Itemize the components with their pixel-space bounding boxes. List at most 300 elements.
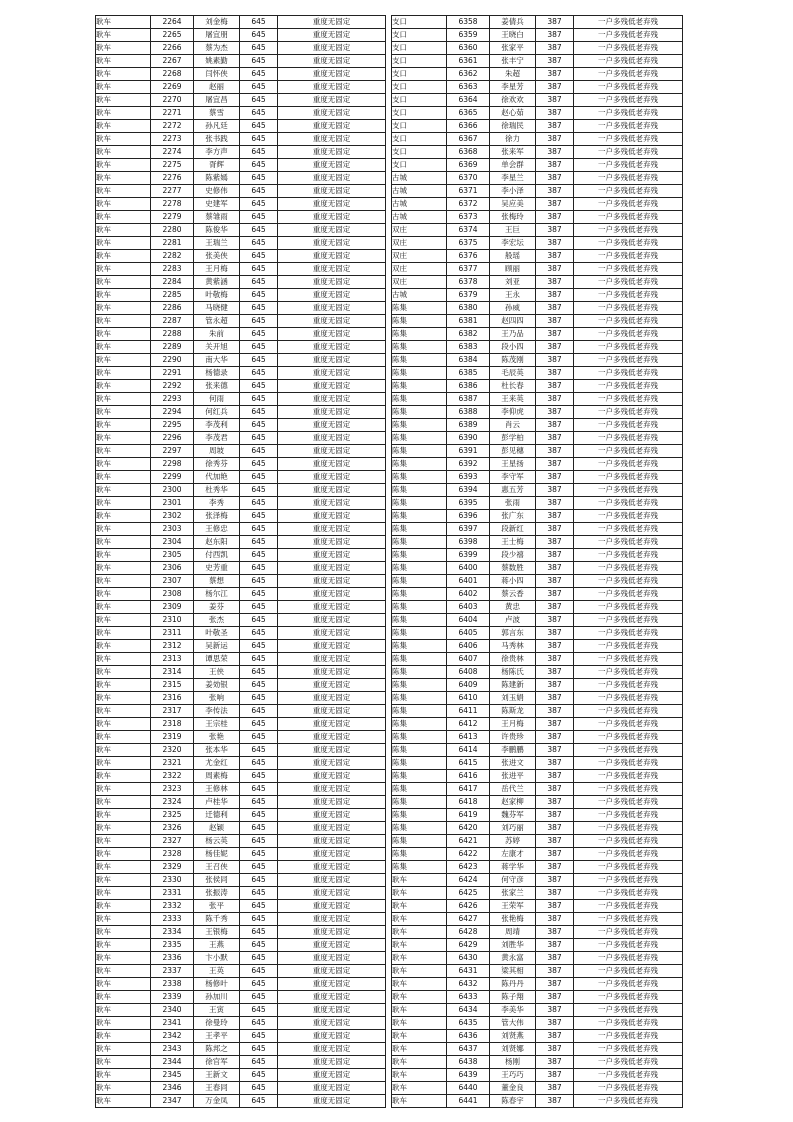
cell-id: 6400	[447, 562, 490, 575]
cell-id: 6366	[447, 120, 490, 133]
cell-amount: 387	[536, 926, 574, 939]
cell-amount: 387	[536, 328, 574, 341]
cell-category: 重度无固定	[278, 497, 386, 510]
cell-category: 一户多残低老弃残	[574, 445, 683, 458]
cell-name: 张家兰	[490, 887, 536, 900]
cell-category: 一户多残低老弃残	[574, 107, 683, 120]
cell-name: 史修伟	[194, 185, 240, 198]
cell-id: 6416	[447, 770, 490, 783]
cell-area: 耿车	[96, 575, 151, 588]
cell-amount: 387	[536, 94, 574, 107]
table-row	[96, 406, 386, 419]
cell-area: 耿车	[96, 549, 151, 562]
cell-area: 陈集	[392, 744, 447, 757]
table-row	[96, 16, 386, 29]
cell-id: 6370	[447, 172, 490, 185]
table-row	[392, 809, 683, 822]
cell-id: 2294	[151, 406, 194, 419]
cell-id: 2281	[151, 237, 194, 250]
cell-category: 一户多残低老弃残	[574, 783, 683, 796]
cell-amount: 387	[536, 562, 574, 575]
cell-name: 屠宜朋	[194, 29, 240, 42]
cell-id: 2322	[151, 770, 194, 783]
cell-category: 重度无固定	[278, 55, 386, 68]
cell-category: 一户多残低老弃残	[574, 679, 683, 692]
cell-amount: 387	[536, 289, 574, 302]
cell-id: 2329	[151, 861, 194, 874]
table-row	[96, 822, 386, 835]
cell-name: 王宗桂	[194, 718, 240, 731]
cell-amount: 645	[240, 120, 278, 133]
cell-category: 一户多残低老弃残	[574, 159, 683, 172]
cell-category: 重度无固定	[278, 887, 386, 900]
cell-name: 王春同	[194, 1082, 240, 1095]
cell-category: 一户多残低老弃残	[574, 1056, 683, 1069]
cell-amount: 387	[536, 42, 574, 55]
cell-name: 马秀林	[490, 640, 536, 653]
left-table-body	[96, 16, 386, 1108]
cell-name: 陈茂刚	[490, 354, 536, 367]
cell-amount: 387	[536, 380, 574, 393]
cell-name: 陈建新	[490, 679, 536, 692]
cell-category: 一户多残低老弃残	[574, 926, 683, 939]
cell-amount: 387	[536, 692, 574, 705]
cell-area: 陈集	[392, 354, 447, 367]
table-row	[392, 406, 683, 419]
cell-area: 耿车	[96, 237, 151, 250]
cell-amount: 387	[536, 159, 574, 172]
cell-id: 2327	[151, 835, 194, 848]
cell-name: 周素梅	[194, 770, 240, 783]
cell-id: 6402	[447, 588, 490, 601]
cell-name: 吴应美	[490, 198, 536, 211]
cell-category: 重度无固定	[278, 81, 386, 94]
cell-name: 左康才	[490, 848, 536, 861]
cell-area: 耿车	[96, 770, 151, 783]
cell-amount: 387	[536, 1030, 574, 1043]
cell-amount: 387	[536, 627, 574, 640]
cell-id: 2306	[151, 562, 194, 575]
cell-id: 2339	[151, 991, 194, 1004]
cell-id: 6371	[447, 185, 490, 198]
cell-name: 杜长春	[490, 380, 536, 393]
cell-area: 耿车	[96, 42, 151, 55]
cell-id: 2313	[151, 653, 194, 666]
cell-id: 2285	[151, 289, 194, 302]
cell-area: 耿车	[96, 159, 151, 172]
cell-category: 重度无固定	[278, 406, 386, 419]
cell-id: 6376	[447, 250, 490, 263]
cell-name: 张响	[194, 692, 240, 705]
cell-category: 一户多残低老弃残	[574, 94, 683, 107]
cell-category: 一户多残低老弃残	[574, 302, 683, 315]
cell-category: 重度无固定	[278, 458, 386, 471]
table-row	[392, 1069, 683, 1082]
table-row	[392, 380, 683, 393]
cell-category: 一户多残低老弃残	[574, 471, 683, 484]
table-row	[96, 770, 386, 783]
cell-id: 6397	[447, 523, 490, 536]
cell-id: 6436	[447, 1030, 490, 1043]
cell-name: 朱前	[194, 328, 240, 341]
cell-name: 何红兵	[194, 406, 240, 419]
cell-area: 耿车	[96, 354, 151, 367]
cell-id: 2279	[151, 211, 194, 224]
cell-id: 6403	[447, 601, 490, 614]
cell-name: 谭思荣	[194, 653, 240, 666]
cell-amount: 645	[240, 991, 278, 1004]
cell-area: 陈集	[392, 575, 447, 588]
cell-amount: 387	[536, 198, 574, 211]
cell-category: 一户多残低老弃残	[574, 185, 683, 198]
cell-id: 6384	[447, 354, 490, 367]
table-row	[96, 874, 386, 887]
table-row	[96, 952, 386, 965]
cell-category: 一户多残低老弃残	[574, 913, 683, 926]
table-row	[392, 172, 683, 185]
left-table	[95, 15, 386, 1108]
cell-name: 张杰	[194, 614, 240, 627]
cell-area: 陈集	[392, 302, 447, 315]
cell-category: 一户多残低老弃残	[574, 81, 683, 94]
table-row	[96, 185, 386, 198]
cell-amount: 387	[536, 29, 574, 42]
table-row	[392, 1004, 683, 1017]
cell-id: 6413	[447, 731, 490, 744]
cell-name: 何守彦	[490, 874, 536, 887]
cell-name: 胥辉	[194, 159, 240, 172]
cell-id: 6434	[447, 1004, 490, 1017]
cell-category: 重度无固定	[278, 679, 386, 692]
cell-id: 6365	[447, 107, 490, 120]
cell-area: 陈集	[392, 458, 447, 471]
cell-area: 陈集	[392, 432, 447, 445]
cell-area: 陈集	[392, 328, 447, 341]
table-row	[392, 900, 683, 913]
cell-amount: 387	[536, 705, 574, 718]
cell-id: 6393	[447, 471, 490, 484]
cell-category: 重度无固定	[278, 94, 386, 107]
cell-name: 单会群	[490, 159, 536, 172]
cell-id: 2328	[151, 848, 194, 861]
table-row	[96, 939, 386, 952]
cell-id: 2325	[151, 809, 194, 822]
cell-amount: 387	[536, 887, 574, 900]
cell-amount: 387	[536, 133, 574, 146]
table-row	[392, 887, 683, 900]
cell-name: 陈子翔	[490, 991, 536, 1004]
table-row	[392, 68, 683, 81]
cell-area: 陈集	[392, 380, 447, 393]
table-row	[96, 198, 386, 211]
cell-area: 耿车	[96, 1017, 151, 1030]
cell-id: 2273	[151, 133, 194, 146]
table-row	[96, 1082, 386, 1095]
cell-amount: 387	[536, 913, 574, 926]
cell-id: 2318	[151, 718, 194, 731]
cell-name: 赵颖	[194, 822, 240, 835]
cell-amount: 387	[536, 796, 574, 809]
cell-area: 耿车	[96, 536, 151, 549]
cell-area: 耿车	[96, 562, 151, 575]
cell-area: 古城	[392, 172, 447, 185]
cell-id: 6408	[447, 666, 490, 679]
cell-id: 6363	[447, 81, 490, 94]
cell-id: 2338	[151, 978, 194, 991]
table-row	[96, 783, 386, 796]
table-row	[392, 1030, 683, 1043]
cell-id: 2332	[151, 900, 194, 913]
cell-id: 6431	[447, 965, 490, 978]
cell-id: 6435	[447, 1017, 490, 1030]
table-row	[392, 484, 683, 497]
cell-name: 管永超	[194, 315, 240, 328]
table-row	[392, 107, 683, 120]
cell-amount: 645	[240, 757, 278, 770]
cell-amount: 387	[536, 640, 574, 653]
table-row	[96, 484, 386, 497]
cell-amount: 645	[240, 497, 278, 510]
table-row	[392, 354, 683, 367]
cell-area: 耿车	[96, 120, 151, 133]
cell-amount: 387	[536, 952, 574, 965]
cell-area: 耿车	[96, 315, 151, 328]
cell-area: 耿车	[96, 952, 151, 965]
table-row	[392, 432, 683, 445]
cell-category: 一户多残低老弃残	[574, 874, 683, 887]
cell-category: 重度无固定	[278, 1017, 386, 1030]
table-row	[96, 692, 386, 705]
cell-area: 耿车	[96, 666, 151, 679]
cell-amount: 645	[240, 146, 278, 159]
cell-category: 一户多残低老弃残	[574, 16, 683, 29]
table-row	[392, 328, 683, 341]
table-row	[96, 315, 386, 328]
cell-amount: 387	[536, 991, 574, 1004]
cell-id: 2266	[151, 42, 194, 55]
cell-category: 一户多残低老弃残	[574, 965, 683, 978]
cell-area: 耿车	[392, 926, 447, 939]
cell-amount: 387	[536, 81, 574, 94]
cell-amount: 645	[240, 406, 278, 419]
cell-name: 卞小默	[194, 952, 240, 965]
cell-area: 耿车	[96, 393, 151, 406]
cell-area: 耿车	[96, 289, 151, 302]
cell-name: 王英	[194, 965, 240, 978]
cell-amount: 645	[240, 666, 278, 679]
cell-amount: 387	[536, 211, 574, 224]
cell-category: 重度无固定	[278, 588, 386, 601]
cell-name: 刘贤娜	[490, 1043, 536, 1056]
table-row	[392, 575, 683, 588]
table-row	[392, 159, 683, 172]
cell-id: 6428	[447, 926, 490, 939]
cell-name: 王修忠	[194, 523, 240, 536]
cell-category: 一户多残低老弃残	[574, 354, 683, 367]
cell-id: 6412	[447, 718, 490, 731]
cell-id: 6378	[447, 276, 490, 289]
cell-category: 一户多残低老弃残	[574, 1069, 683, 1082]
cell-category: 重度无固定	[278, 822, 386, 835]
cell-name: 苏婷	[490, 835, 536, 848]
table-row	[392, 731, 683, 744]
cell-amount: 387	[536, 1017, 574, 1030]
cell-area: 陈集	[392, 497, 447, 510]
cell-area: 耿车	[96, 484, 151, 497]
cell-name: 蔡云香	[490, 588, 536, 601]
cell-id: 6362	[447, 68, 490, 81]
table-row	[96, 835, 386, 848]
cell-category: 重度无固定	[278, 484, 386, 497]
cell-id: 6417	[447, 783, 490, 796]
cell-id: 2283	[151, 263, 194, 276]
cell-name: 肖云	[490, 419, 536, 432]
cell-name: 张艳	[194, 731, 240, 744]
cell-category: 一户多残低老弃残	[574, 289, 683, 302]
cell-id: 2323	[151, 783, 194, 796]
table-row	[392, 627, 683, 640]
table-row	[96, 250, 386, 263]
table-row	[392, 562, 683, 575]
cell-amount: 387	[536, 484, 574, 497]
cell-category: 一户多残低老弃残	[574, 198, 683, 211]
table-row	[96, 809, 386, 822]
cell-amount: 645	[240, 588, 278, 601]
cell-name: 陈紫嫣	[194, 172, 240, 185]
cell-id: 6391	[447, 445, 490, 458]
cell-id: 6387	[447, 393, 490, 406]
cell-id: 6361	[447, 55, 490, 68]
cell-category: 一户多残低老弃残	[574, 1004, 683, 1017]
cell-area: 耿车	[96, 718, 151, 731]
cell-amount: 645	[240, 653, 278, 666]
cell-amount: 645	[240, 1043, 278, 1056]
cell-name: 李方声	[194, 146, 240, 159]
cell-area: 耿车	[96, 1004, 151, 1017]
cell-id: 6360	[447, 42, 490, 55]
cell-name: 董金良	[490, 1082, 536, 1095]
cell-id: 2297	[151, 445, 194, 458]
cell-id: 2340	[151, 1004, 194, 1017]
cell-category: 重度无固定	[278, 315, 386, 328]
cell-category: 重度无固定	[278, 796, 386, 809]
cell-category: 重度无固定	[278, 692, 386, 705]
table-row	[96, 302, 386, 315]
cell-amount: 387	[536, 250, 574, 263]
cell-name: 蔡为杰	[194, 42, 240, 55]
cell-id: 2312	[151, 640, 194, 653]
table-row	[392, 952, 683, 965]
cell-area: 耿车	[96, 913, 151, 926]
cell-area: 耿车	[96, 133, 151, 146]
cell-id: 2296	[151, 432, 194, 445]
cell-name: 李美华	[490, 1004, 536, 1017]
cell-area: 耿车	[96, 978, 151, 991]
table-row	[392, 978, 683, 991]
cell-id: 2335	[151, 939, 194, 952]
cell-area: 耿车	[96, 510, 151, 523]
table-row	[96, 731, 386, 744]
cell-amount: 645	[240, 81, 278, 94]
cell-area: 陈集	[392, 731, 447, 744]
cell-name: 王巧巧	[490, 1069, 536, 1082]
cell-category: 一户多残低老弃残	[574, 861, 683, 874]
cell-name: 蒋小四	[490, 575, 536, 588]
cell-category: 一户多残低老弃残	[574, 822, 683, 835]
cell-area: 陈集	[392, 718, 447, 731]
cell-id: 6372	[447, 198, 490, 211]
cell-amount: 387	[536, 393, 574, 406]
cell-area: 耿车	[96, 1043, 151, 1056]
cell-area: 双庄	[392, 250, 447, 263]
cell-id: 6420	[447, 822, 490, 835]
cell-amount: 645	[240, 276, 278, 289]
cell-category: 重度无固定	[278, 1056, 386, 1069]
cell-id: 6405	[447, 627, 490, 640]
right-table-body	[392, 16, 683, 1108]
cell-id: 2280	[151, 224, 194, 237]
cell-amount: 387	[536, 809, 574, 822]
cell-id: 2307	[151, 575, 194, 588]
cell-category: 重度无固定	[278, 562, 386, 575]
table-row	[392, 926, 683, 939]
cell-name: 王寅	[194, 1004, 240, 1017]
cell-id: 2271	[151, 107, 194, 120]
cell-name: 李星兰	[490, 172, 536, 185]
cell-id: 2347	[151, 1095, 194, 1108]
cell-area: 陈集	[392, 549, 447, 562]
cell-id: 2292	[151, 380, 194, 393]
cell-id: 6399	[447, 549, 490, 562]
cell-area: 古城	[392, 211, 447, 224]
cell-name: 王修林	[194, 783, 240, 796]
cell-name: 周坡	[194, 445, 240, 458]
table-row	[392, 549, 683, 562]
cell-name: 张本华	[194, 744, 240, 757]
cell-amount: 387	[536, 276, 574, 289]
cell-category: 一户多残低老弃残	[574, 887, 683, 900]
cell-id: 6373	[447, 211, 490, 224]
cell-category: 重度无固定	[278, 367, 386, 380]
cell-id: 2305	[151, 549, 194, 562]
cell-category: 重度无固定	[278, 926, 386, 939]
cell-name: 王来英	[490, 393, 536, 406]
cell-name: 杨修叶	[194, 978, 240, 991]
cell-name: 徐力	[490, 133, 536, 146]
cell-name: 陈春宇	[490, 1095, 536, 1108]
cell-category: 一户多残低老弃残	[574, 835, 683, 848]
cell-amount: 645	[240, 211, 278, 224]
cell-amount: 645	[240, 237, 278, 250]
cell-id: 2311	[151, 627, 194, 640]
table-row	[96, 1095, 386, 1108]
cell-category: 一户多残低老弃残	[574, 757, 683, 770]
cell-area: 耿车	[96, 107, 151, 120]
table-row	[392, 770, 683, 783]
cell-id: 2324	[151, 796, 194, 809]
cell-name: 段少禧	[490, 549, 536, 562]
cell-area: 耿车	[96, 81, 151, 94]
table-row	[392, 42, 683, 55]
cell-id: 2284	[151, 276, 194, 289]
cell-category: 重度无固定	[278, 302, 386, 315]
cell-category: 重度无固定	[278, 1043, 386, 1056]
cell-category: 一户多残低老弃残	[574, 120, 683, 133]
cell-name: 王召侠	[194, 861, 240, 874]
cell-name: 叶敬梅	[194, 289, 240, 302]
cell-id: 6430	[447, 952, 490, 965]
cell-amount: 645	[240, 367, 278, 380]
